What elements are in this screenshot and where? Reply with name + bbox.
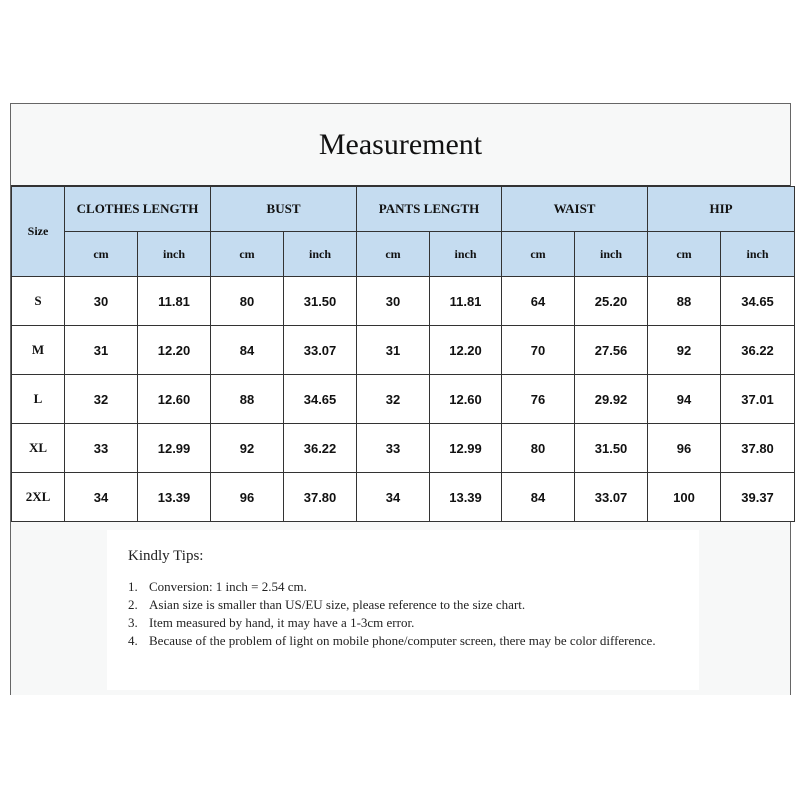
table-cell: 80 xyxy=(502,424,575,473)
header-row-groups xyxy=(12,187,795,232)
table-cell: 36.22 xyxy=(284,424,357,473)
table-cell: 80 xyxy=(211,277,284,326)
table-cell: 96 xyxy=(648,424,721,473)
table-row xyxy=(12,277,795,326)
table-cell: 37.80 xyxy=(284,473,357,522)
table-row xyxy=(12,326,795,375)
header-row-units xyxy=(12,232,795,277)
tips-list xyxy=(128,578,688,650)
table-cell: 96 xyxy=(211,473,284,522)
group-header: PANTS LENGTH xyxy=(357,187,502,232)
size-cell: L xyxy=(12,375,65,424)
unit-header: inch xyxy=(721,232,795,277)
group-header: CLOTHES LENGTH xyxy=(65,187,211,232)
table-row xyxy=(12,424,795,473)
table-cell: 25.20 xyxy=(575,277,648,326)
tip-number: 2. xyxy=(128,597,138,612)
table-cell: 33 xyxy=(357,424,430,473)
table-cell: 30 xyxy=(65,277,138,326)
table-cell: 92 xyxy=(648,326,721,375)
unit-header: cm xyxy=(65,232,138,277)
tip-number: 1. xyxy=(128,579,138,594)
table-cell: 31.50 xyxy=(575,424,648,473)
table-cell: 12.99 xyxy=(138,424,211,473)
table-cell: 12.60 xyxy=(430,375,502,424)
page-title: Measurement xyxy=(11,104,790,186)
table-cell: 11.81 xyxy=(138,277,211,326)
table-cell: 33.07 xyxy=(575,473,648,522)
tip-text: Asian size is smaller than US/EU size, please reference to the size chart. xyxy=(149,597,526,612)
table-cell: 11.81 xyxy=(430,277,502,326)
unit-header: inch xyxy=(575,232,648,277)
table-cell: 84 xyxy=(211,326,284,375)
table-cell: 92 xyxy=(211,424,284,473)
tips-section xyxy=(11,521,790,695)
table-cell: 37.01 xyxy=(721,375,795,424)
table-cell: 13.39 xyxy=(138,473,211,522)
size-cell: S xyxy=(12,277,65,326)
size-cell: M xyxy=(12,326,65,375)
size-table xyxy=(11,186,795,522)
size-cell: XL xyxy=(12,424,65,473)
table-cell: 88 xyxy=(648,277,721,326)
table-cell: 12.99 xyxy=(430,424,502,473)
unit-header: cm xyxy=(211,232,284,277)
group-header: BUST xyxy=(211,187,357,232)
tip-text: Item measured by hand, it may have a 1-3cm error. xyxy=(149,615,415,630)
measurement-card xyxy=(10,103,791,695)
table-cell: 36.22 xyxy=(721,326,795,375)
table-cell: 70 xyxy=(502,326,575,375)
table-cell: 31 xyxy=(65,326,138,375)
table-cell: 12.20 xyxy=(430,326,502,375)
table-cell: 84 xyxy=(502,473,575,522)
table-cell: 32 xyxy=(65,375,138,424)
table-cell: 32 xyxy=(357,375,430,424)
table-cell: 34 xyxy=(357,473,430,522)
list-item xyxy=(128,632,688,650)
list-item xyxy=(128,578,688,596)
tips-heading: Kindly Tips: xyxy=(128,548,204,564)
unit-header: inch xyxy=(138,232,211,277)
list-item xyxy=(128,614,688,632)
table-cell: 13.39 xyxy=(430,473,502,522)
unit-header: cm xyxy=(648,232,721,277)
table-cell: 88 xyxy=(211,375,284,424)
table-row xyxy=(12,473,795,522)
table-cell: 33 xyxy=(65,424,138,473)
table-cell: 100 xyxy=(648,473,721,522)
table-cell: 31.50 xyxy=(284,277,357,326)
unit-header: inch xyxy=(284,232,357,277)
tip-number: 4. xyxy=(128,633,138,648)
table-cell: 37.80 xyxy=(721,424,795,473)
unit-header: cm xyxy=(502,232,575,277)
size-cell: 2XL xyxy=(12,473,65,522)
tip-number: 3. xyxy=(128,615,138,630)
group-header: HIP xyxy=(648,187,795,232)
table-cell: 76 xyxy=(502,375,575,424)
table-cell: 34.65 xyxy=(721,277,795,326)
table-cell: 39.37 xyxy=(721,473,795,522)
table-cell: 33.07 xyxy=(284,326,357,375)
tips-box xyxy=(107,530,699,690)
size-header: Size xyxy=(12,187,65,277)
unit-header: cm xyxy=(357,232,430,277)
table-cell: 30 xyxy=(357,277,430,326)
table-cell: 34 xyxy=(65,473,138,522)
table-cell: 34.65 xyxy=(284,375,357,424)
table-cell: 64 xyxy=(502,277,575,326)
table-cell: 94 xyxy=(648,375,721,424)
group-header: WAIST xyxy=(502,187,648,232)
table-cell: 29.92 xyxy=(575,375,648,424)
tip-text: Because of the problem of light on mobile phone/computer screen, there may be color difference. xyxy=(149,633,656,648)
table-cell: 12.60 xyxy=(138,375,211,424)
table-row xyxy=(12,375,795,424)
table-cell: 12.20 xyxy=(138,326,211,375)
list-item xyxy=(128,596,688,614)
table-cell: 27.56 xyxy=(575,326,648,375)
tip-text: Conversion: 1 inch = 2.54 cm. xyxy=(149,579,307,594)
table-cell: 31 xyxy=(357,326,430,375)
unit-header: inch xyxy=(430,232,502,277)
